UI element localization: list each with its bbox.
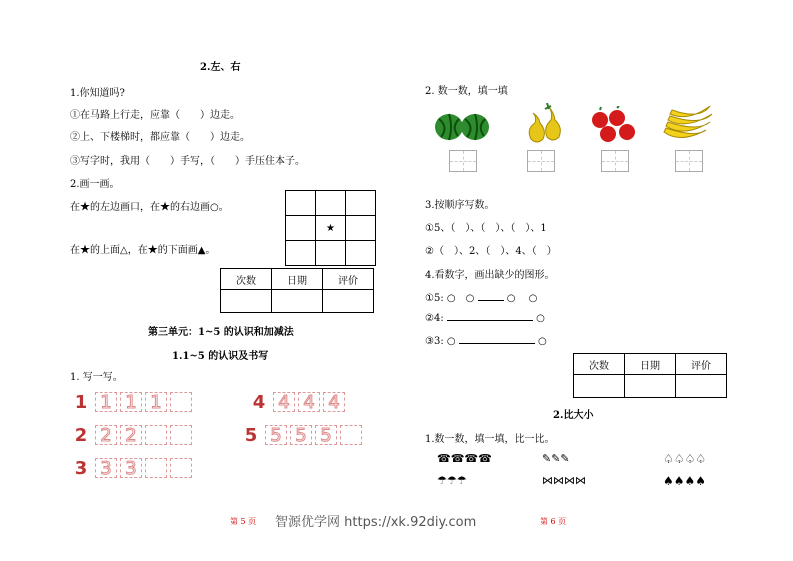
order-item: ①5、（ ）、（ ）、（ ）、1 <box>425 223 547 234</box>
shapes-tail: ○ <box>538 336 547 347</box>
page-number-left: 第 5 页 <box>230 517 257 526</box>
digit-model: 4 <box>248 392 270 412</box>
digit-trace: 3 <box>95 458 117 478</box>
question-1-item: ①在马路上行走，应靠（ ）边走。 <box>70 110 240 121</box>
shapes-label: ②4: <box>425 313 444 324</box>
eval-header: 日期 <box>625 354 676 375</box>
compare-group-umbrella-icon: ☂☂☂ <box>437 474 467 487</box>
shapes-item-3 <box>425 336 547 347</box>
question-1-item: ③写字时，我用（ ）手写，（ ）手压住本子。 <box>70 156 305 167</box>
shapes-tail: ○ ○ <box>506 293 538 304</box>
page-number-right: 第 6 页 <box>540 517 567 526</box>
digit-trace: 4 <box>298 392 320 412</box>
digit-trace: 3 <box>120 458 142 478</box>
shapes-tail: ○ <box>536 313 545 324</box>
shapes-item-1 <box>425 289 537 304</box>
draw-instruction-1: 在★的左边画口，在★的右边画○。 <box>70 202 229 213</box>
watermelon-icon <box>433 105 493 145</box>
digit-trace: 1 <box>145 392 167 412</box>
evaluation-table-right <box>573 353 727 398</box>
shapes-item-2 <box>425 313 545 324</box>
trace-row-2 <box>70 423 195 445</box>
answer-box-pear[interactable] <box>527 150 555 172</box>
pear-icon <box>523 103 563 145</box>
watermark: 智源优学网 https://xk.92diy.com <box>275 515 477 530</box>
compare-group-spade-outline-icon: ♤♤♤♤ <box>663 452 707 466</box>
digit-trace: 5 <box>315 425 337 445</box>
compare-group-phone-icon: ☎☎☎☎ <box>437 452 492 465</box>
shapes-blank[interactable] <box>478 300 504 301</box>
order-title: 3.按顺序写数。 <box>425 200 495 211</box>
digit-blank <box>170 425 192 445</box>
star-icon: ★ <box>316 216 346 241</box>
digit-trace: 4 <box>273 392 295 412</box>
digit-model: 5 <box>240 425 262 445</box>
draw-grid <box>285 190 376 266</box>
digit-trace: 2 <box>120 425 142 445</box>
shapes-blank[interactable] <box>447 320 533 321</box>
section-title-left-right: 2.左、右 <box>200 62 241 73</box>
trace-row-5 <box>240 423 365 445</box>
digit-trace: 5 <box>265 425 287 445</box>
digit-model: 2 <box>70 425 92 445</box>
digit-model: 1 <box>70 392 92 412</box>
banana-icon <box>660 104 715 146</box>
count-fill-title: 2. 数一数，填一填 <box>425 86 508 97</box>
shapes-title: 4.看数字，画出缺少的图形。 <box>425 270 555 281</box>
digit-blank <box>170 392 192 412</box>
question-1-title: 1.你知道吗? <box>70 88 125 99</box>
section-title-compare: 2.比大小 <box>553 410 594 421</box>
shapes-blank[interactable] <box>459 343 535 344</box>
eval-header: 日期 <box>272 269 323 290</box>
answer-box-banana[interactable] <box>675 150 703 172</box>
subsection-title: 1.1~5 的认识及书写 <box>172 351 269 362</box>
answer-box-watermelon[interactable] <box>449 150 477 172</box>
unit-title: 第三单元：1~5 的认识和加减法 <box>148 327 294 338</box>
shapes-circles: ○ <box>446 336 456 347</box>
shapes-circles: ○ ○ <box>446 293 475 304</box>
compare-group-pencil-icon: ✎✎✎ <box>542 452 570 465</box>
shapes-label: ①5: <box>425 293 444 304</box>
eval-header: 评价 <box>323 269 374 290</box>
digit-blank <box>170 458 192 478</box>
digit-trace: 4 <box>323 392 345 412</box>
digit-model: 3 <box>70 458 92 478</box>
digit-blank <box>145 425 167 445</box>
trace-row-3 <box>70 456 195 478</box>
digit-blank <box>145 458 167 478</box>
trace-row-1 <box>70 390 195 412</box>
trace-row-4 <box>248 390 348 412</box>
digit-trace: 1 <box>95 392 117 412</box>
eval-header: 评价 <box>676 354 727 375</box>
question-1-item: ②上、下楼梯时，都应靠（ ）边走。 <box>70 132 250 143</box>
digit-blank <box>340 425 362 445</box>
shapes-label: ③3: <box>425 336 444 347</box>
eval-header: 次数 <box>574 354 625 375</box>
digit-trace: 2 <box>95 425 117 445</box>
question-2-title: 2.画一画。 <box>70 179 120 190</box>
compare-group-bowtie-icon: ⋈⋈⋈⋈ <box>542 474 586 487</box>
digit-trace: 1 <box>120 392 142 412</box>
apple-icon <box>590 106 638 144</box>
answer-box-apple[interactable] <box>601 150 629 172</box>
eval-header: 次数 <box>221 269 272 290</box>
compare-title: 1.数一数，填一填，比一比。 <box>425 434 555 445</box>
write-title: 1. 写一写。 <box>70 372 123 383</box>
evaluation-table-left <box>220 268 374 313</box>
draw-instruction-2: 在★的上面△，在★的下面画▲。 <box>70 245 216 256</box>
digit-trace: 5 <box>290 425 312 445</box>
compare-group-spade-icon: ♠♠♠♠ <box>663 474 707 488</box>
order-item: ②（ ）、2、（ ）、4、（ ） <box>425 246 557 257</box>
